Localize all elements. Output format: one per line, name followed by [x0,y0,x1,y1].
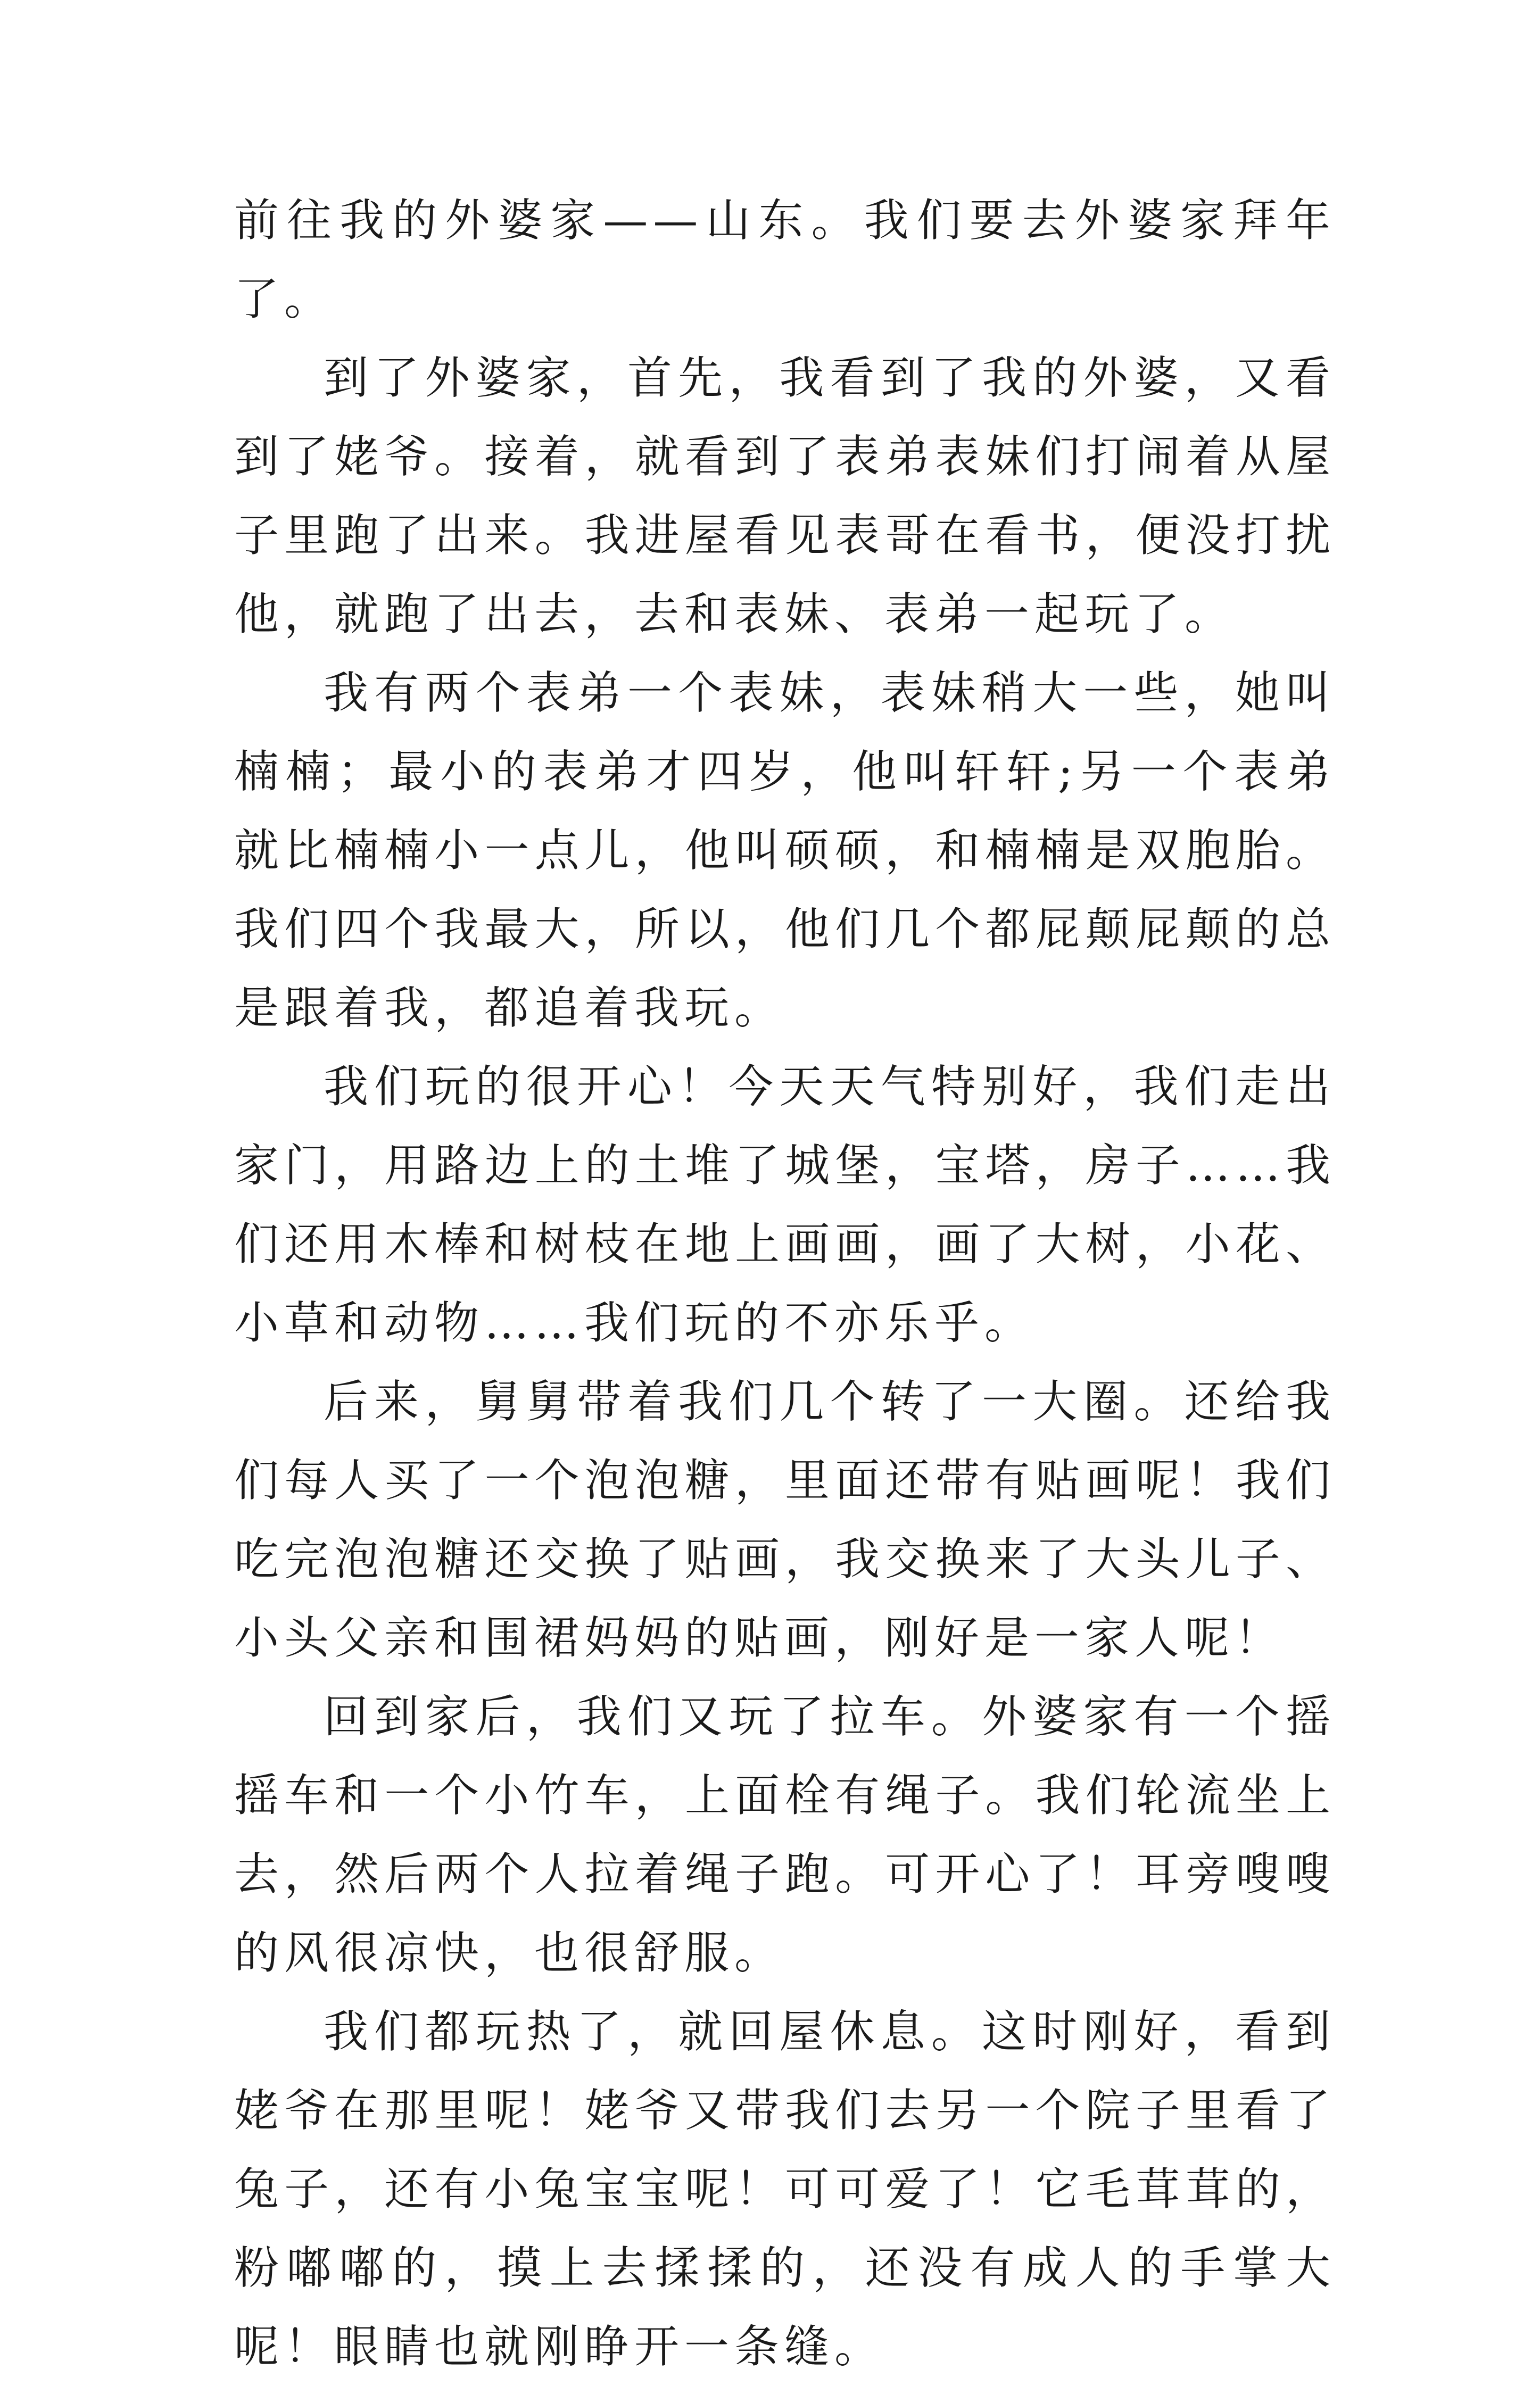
paragraph-continued: 前往我的外婆家——山东。我们要去外婆家拜年了。 [234,194,1336,325]
paragraph-cousins: 我有两个表弟一个表妹，表妹稍大一些，她叫楠楠；最小的表弟才四岁，他叫轩轩;另一个表弟就比楠楠小一点儿，他叫硕硕，和楠楠是双胞胎。我们四个我最大，所以，他们几个都屁颠屁颠的总是跟着我，都追着我玩。 [234,667,1336,1034]
essay-body [234,181,1336,2386]
paragraph-arrival: 到了外婆家，首先，我看到了我的外婆，又看到了姥爷。接着，就看到了表弟表妹们打闹着从屋子里跑了出来。我进屋看见表哥在看书，便没打扰他，就跑了出去，去和表妹、表弟一起玩了。 [234,352,1336,640]
paragraph-rabbits: 我们都玩热了，就回屋休息。这时刚好，看到姥爷在那里呢！姥爷又带我们去另一个院子里看了兔子，还有小兔宝宝呢！可可爱了！它毛茸茸的，粉嘟嘟的，摸上去揉揉的，还没有成人的手掌大呢！眼睛也就刚睁开一条缝。 [234,2006,1336,2373]
paragraph-pull-cart: 回到家后，我们又玩了拉车。外婆家有一个摇摇车和一个小竹车，上面栓有绳子。我们轮流坐上去，然后两个人拉着绳子跑。可开心了！耳旁嗖嗖的风很凉快，也很舒服。 [234,1691,1336,1979]
paragraph-bubble-gum: 后来，舅舅带着我们几个转了一大圈。还给我们每人买了一个泡泡糖，里面还带有贴画呢！我们吃完泡泡糖还交换了贴画，我交换来了大头儿子、小头父亲和围裙妈妈的贴画，刚好是一家人呢！ [234,1376,1336,1664]
paragraph-playing-outside: 我们玩的很开心！今天天气特别好，我们走出家门，用路边上的土堆了城堡，宝塔，房子……我们还用木棒和树枝在地上画画，画了大树，小花、小草和动物……我们玩的不亦乐乎。 [234,1061,1336,1349]
